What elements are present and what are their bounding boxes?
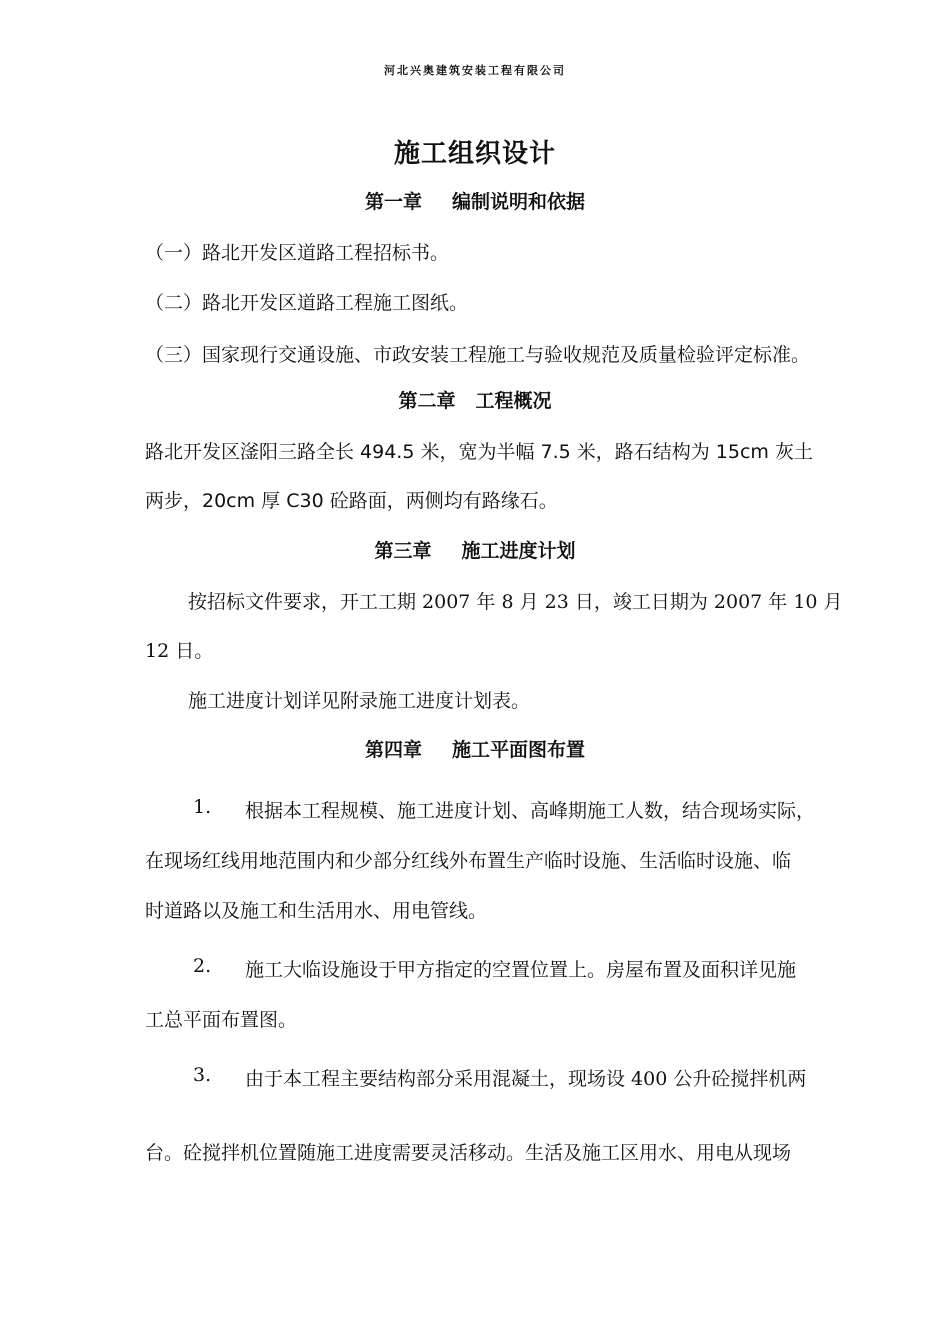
chapter-3-heading xyxy=(0,536,950,563)
paragraph-line: 工总平面布置图。 xyxy=(145,1009,298,1031)
paragraph-line: 按招标文件要求，开工工期 2007 年 8 月 23 日，竣工日期为 2007 年 10 月 xyxy=(188,591,843,613)
chapter-name: 施工平面图布置 xyxy=(452,739,586,761)
company-header: 河北兴奥建筑安装工程有限公司 xyxy=(384,64,566,77)
chapter-number: 第二章 xyxy=(398,390,456,412)
chapter-name: 编制说明和依据 xyxy=(452,191,586,213)
chapter-1-heading xyxy=(0,187,950,214)
chapter-2-heading xyxy=(0,386,950,413)
chapter-number: 第一章 xyxy=(364,191,422,213)
item-number: 1. xyxy=(193,796,212,818)
paragraph-line: 施工大临设施设于甲方指定的空置位置上。房屋布置及面积详见施 xyxy=(245,959,797,981)
list-item: （一）路北开发区道路工程招标书。 xyxy=(145,242,450,264)
paragraph-line: 由于本工程主要结构部分采用混凝土，现场设 400 公升砼搅拌机两 xyxy=(245,1068,807,1090)
chapter-number: 第三章 xyxy=(374,540,432,562)
item-number: 3. xyxy=(193,1064,212,1086)
paragraph-line: 台。砼搅拌机位置随施工进度需要灵活移动。生活及施工区用水、用电从现场 xyxy=(145,1142,792,1164)
list-item: （二）路北开发区道路工程施工图纸。 xyxy=(145,292,469,314)
paragraph-line: 路北开发区滏阳三路全长 494.5 米，宽为半幅 7.5 米，路石结构为 15cm 灰土 xyxy=(145,441,813,463)
chapter-4-heading xyxy=(0,735,950,762)
item-number: 2. xyxy=(193,955,212,977)
list-item: （三）国家现行交通设施、市政安装工程施工与验收规范及质量检验评定标准。 xyxy=(145,344,811,366)
chapter-name: 工程概况 xyxy=(475,390,552,412)
paragraph-line: 时道路以及施工和生活用水、用电管线。 xyxy=(145,900,488,922)
paragraph-line: 根据本工程规模、施工进度计划、高峰期施工人数，结合现场实际， xyxy=(245,800,816,822)
document-title: 施工组织设计 xyxy=(393,139,556,169)
paragraph-line: 12 日。 xyxy=(145,640,214,662)
paragraph-line: 施工进度计划详见附录施工进度计划表。 xyxy=(188,690,531,712)
paragraph-line: 两步，20cm 厚 C30 砼路面，两侧均有路缘石。 xyxy=(145,490,558,512)
chapter-number: 第四章 xyxy=(364,739,422,761)
paragraph-line: 在现场红线用地范围内和少部分红线外布置生产临时设施、生活临时设施、临 xyxy=(145,850,792,872)
chapter-name: 施工进度计划 xyxy=(461,540,576,562)
